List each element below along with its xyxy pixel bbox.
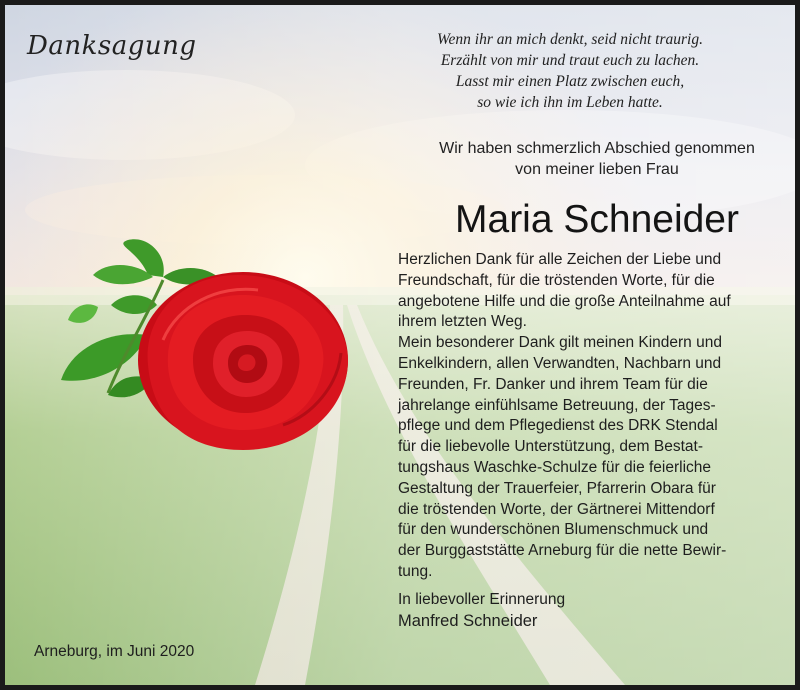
red-rose-icon [53,235,358,460]
signature: Manfred Schneider [398,612,538,630]
thanks-line: ihrem letzten Weg. [398,313,527,331]
thanks-line: angebotene Hilfe und die große Anteilnahme auf [398,292,731,310]
thanks-line: Herzlichen Dank für alle Zeichen der Liebe und [398,251,722,268]
thanks-line: Enkelkindern, allen Verwandten, Nachbarn und [398,354,722,372]
deceased-name: Maria Schneider [455,198,739,241]
closing-block [398,589,788,632]
thanks-line: Gestaltung der Trauerfeier, Pfarrerin Obara für [398,479,716,497]
thanks-line: die tröstenden Worte, der Gärtnerei Mittendorf [398,500,715,518]
notice-heading: Danksagung [27,31,197,61]
poem-line: Wenn ihr an mich denkt, seid nicht traurig. [437,31,703,48]
intro-line: von meiner lieben Frau [515,161,679,178]
thanks-line: für den wunderschönen Blumenschmuck und [398,521,709,539]
thanks-line: für die liebevolle Unterstützung, dem Bestat- [398,438,703,456]
closing-line: In liebevoller Erinnerung [398,591,566,608]
thanks-line: tungshaus Waschke-Schulze für die feierliche [398,458,712,476]
rose-bloom [138,272,348,450]
thanks-line: jahrelange einfühlsame Betreuung, der Tages- [398,396,716,414]
thanks-line: pflege und dem Pflegedienst des DRK Stendal [398,417,718,435]
thanks-line: Freundschaft, für die tröstenden Worte, für die [398,271,715,289]
farewell-intro [397,138,797,180]
thanks-line: der Burggaststätte Arneburg für die nette Bewir- [398,542,727,560]
poem-line: Lasst mir einen Platz zwischen euch, [455,73,685,90]
place-and-date: Arneburg, im Juni 2020 [34,643,195,660]
thanks-line: Freunden, Fr. Danker und ihrem Team für die [398,375,708,393]
poem-line: Erzählt von mir und traut euch zu lachen. [440,52,700,69]
thanks-line: tung. [398,562,433,580]
thanks-text [398,250,788,583]
intro-line: Wir haben schmerzlich Abschied genommen [439,140,755,157]
thanks-line: Mein besonderer Dank gilt meinen Kindern und [398,334,722,352]
poem [410,29,730,113]
poem-line: so wie ich ihn im Leben hatte. [477,94,663,111]
